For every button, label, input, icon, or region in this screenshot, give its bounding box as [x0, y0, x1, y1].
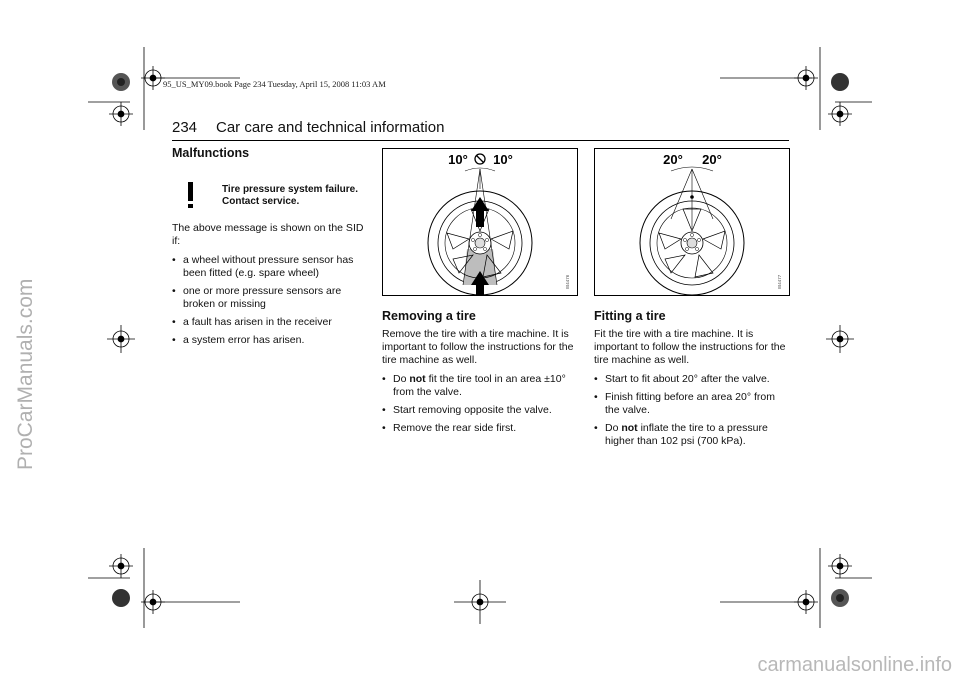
footer-watermark: carmanualsonline.info — [757, 654, 952, 676]
fitting-intro: Fit the tire with a tire machine. It is important to follow the instructions for the tire machine as well. — [594, 328, 786, 366]
removing-title: Removing a tire — [382, 309, 476, 323]
warning-text: Tire pressure system failure. Contact service. — [222, 184, 358, 207]
list-item: • one or more pressure sensors are broken or missing — [172, 285, 372, 311]
page-number: 234 — [172, 119, 198, 136]
list-item: • Do not inflate the tire to a pressure higher than 102 psi (700 kPa). — [594, 422, 790, 448]
list-item: • Start removing opposite the valve. — [382, 404, 578, 417]
angle-label-right: 20° — [702, 152, 722, 167]
fitting-section — [594, 310, 790, 453]
malfunctions-body — [172, 222, 372, 352]
list-item: • a system error has arisen. — [172, 334, 372, 347]
warning-box — [172, 170, 368, 216]
list-item: • Do not fit the tire tool in an area ±10° from the valve. — [382, 373, 578, 399]
figure-code: IB4477 — [777, 274, 782, 289]
fitting-tire-figure — [594, 148, 790, 296]
exclamation-icon — [188, 182, 193, 208]
list-item: • Finish fitting before an area 20° from the valve. — [594, 391, 790, 417]
removing-intro: Remove the tire with a tire machine. It is important to follow the instructions for the tire machine as well. — [382, 328, 574, 366]
malfunctions-title: Malfunctions — [172, 146, 250, 160]
malfunctions-section — [172, 147, 372, 160]
malfunctions-intro: The above message is shown on the SID if: — [172, 222, 364, 247]
list-item: • a fault has arisen in the receiver — [172, 316, 372, 329]
removing-tire-figure — [382, 148, 578, 296]
chapter-title: Car care and technical information — [216, 119, 445, 136]
removing-section — [382, 310, 578, 440]
list-item: • Remove the rear side first. — [382, 422, 578, 435]
wheel-fitting-illustration — [595, 149, 789, 295]
side-watermark-text: ProCarManuals.com — [14, 278, 37, 470]
list-item: • a wheel without pressure sensor has been fitted (e.g. spare wheel) — [172, 254, 372, 280]
list-item: • Start to fit about 20° after the valve. — [594, 373, 790, 386]
angle-label-left: 10° — [448, 152, 468, 167]
malfunctions-list — [172, 254, 372, 347]
book-info-line: 95_US_MY09.book Page 234 Tuesday, April 15, 2008 11:03 AM — [163, 79, 386, 89]
prohibited-icon — [475, 154, 485, 164]
figure-code: IB4476 — [565, 274, 570, 289]
removing-list — [382, 373, 578, 435]
fitting-title: Fitting a tire — [594, 309, 666, 323]
wheel-removal-illustration — [383, 149, 577, 295]
angle-label-left: 20° — [663, 152, 683, 167]
fitting-list — [594, 373, 790, 448]
angle-label-right: 10° — [493, 152, 513, 167]
header-rule — [172, 140, 789, 141]
